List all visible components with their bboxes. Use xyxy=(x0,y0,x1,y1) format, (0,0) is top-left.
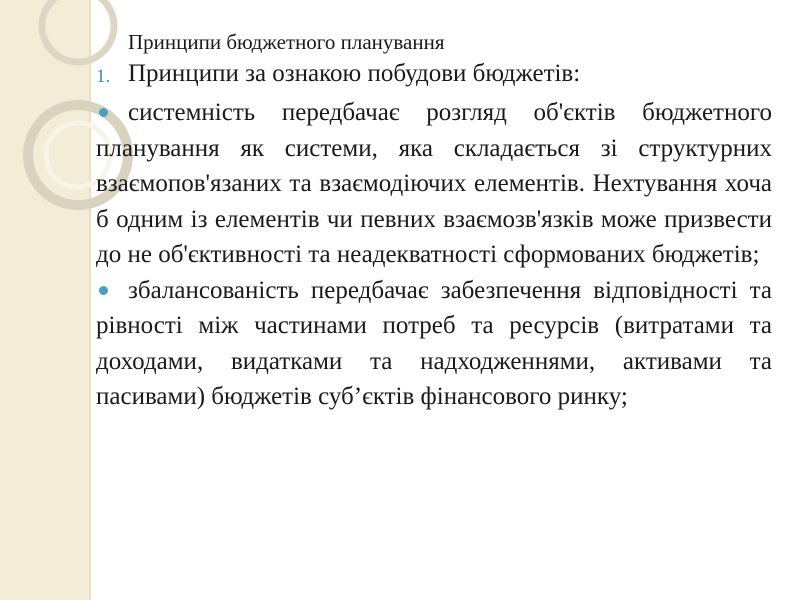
bullet-text: системність передбачає розгляд об'єктів бюджетного планування як системи, яка складається зі структурних взаємопов'язаних та взаємодіючих елементів. Нехтування хоча б одним із елементів чи певних взаємозв'язків може призвести до не об'єктивності та неадекватності сформованих бюджетів; xyxy=(96,99,772,268)
slide-title: Принципи бюджетного планування xyxy=(128,30,445,54)
bullet-icon xyxy=(99,108,108,117)
list-number: 1. xyxy=(96,66,111,87)
numbered-list-item xyxy=(96,58,772,93)
bullet-item-systemnist xyxy=(96,95,772,273)
bullet-text: збалансованість передбачає забезпечення відповідності та рівності між частинами потреб та ресурсів (витратами та доходами, видатками та надходженнями, активами та пасивами) бюджетів суб’єктів фінансового ринку; xyxy=(96,276,772,410)
decorative-side-band xyxy=(0,0,89,600)
numbered-item-text: Принципи за ознакою побудови бюджетів: xyxy=(128,60,581,87)
side-band-edge xyxy=(89,0,91,600)
slide-content xyxy=(96,28,772,415)
bullet-item-zbalansovanist xyxy=(96,273,772,415)
bullet-icon xyxy=(99,286,108,295)
